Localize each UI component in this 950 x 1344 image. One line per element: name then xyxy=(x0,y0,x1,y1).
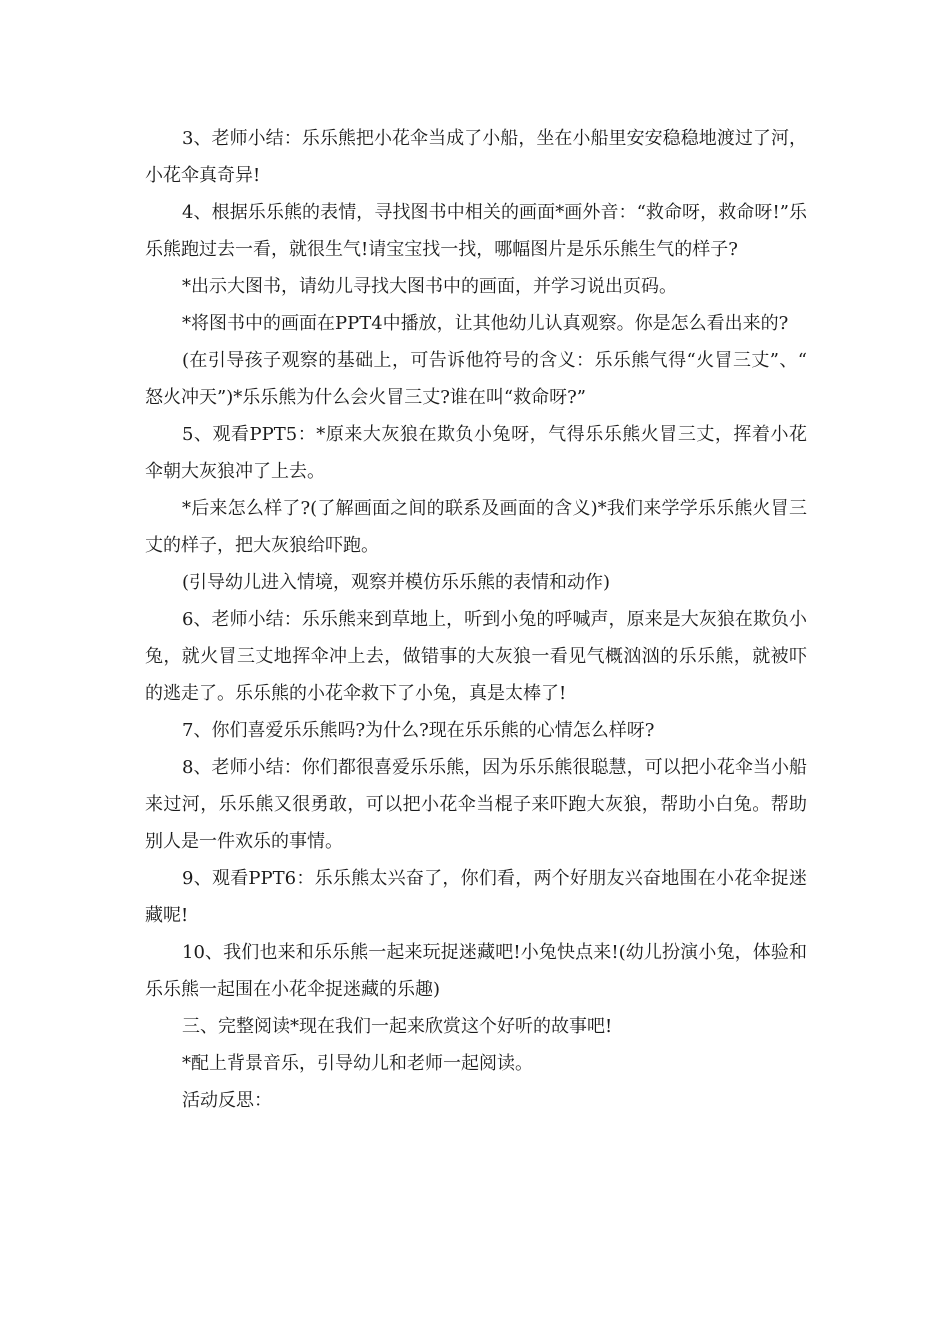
paragraph-6: 5、观看PPT5：*原来大灰狼在欺负小兔呀，气得乐乐熊火冒三丈，挥着小花伞朝大灰狼冲了上去。 xyxy=(145,424,807,482)
paragraph-7: *后来怎么样了?(了解画面之间的联系及画面的含义)*我们来学学乐乐熊火冒三丈的样子，把大灰狼给吓跑。 xyxy=(145,498,807,556)
paragraph-15: *配上背景音乐，引导幼儿和老师一起阅读。 xyxy=(182,1053,533,1074)
paragraph-8: (引导幼儿进入情境，观察并模仿乐乐熊的表情和动作) xyxy=(182,572,611,593)
paragraph-13: 10、我们也来和乐乐熊一起来玩捉迷藏吧!小兔快点来!(幼儿扮演小兔，体验和乐乐熊一起围在小花伞捉迷藏的乐趣) xyxy=(145,942,807,1000)
paragraph-3: *出示大图书，请幼儿寻找大图书中的画面，并学习说出页码。 xyxy=(182,276,677,297)
paragraph-5: (在引导孩子观察的基础上，可告诉他符号的含义：乐乐熊气得“火冒三丈”、“怒火冲天”)*乐乐熊为什么会火冒三丈?谁在叫“救命呀?” xyxy=(145,350,807,408)
paragraph-1: 3、老师小结：乐乐熊把小花伞当成了小船，坐在小船里安安稳稳地渡过了河，小花伞真奇异! xyxy=(145,128,807,186)
paragraph-9: 6、老师小结：乐乐熊来到草地上，听到小兔的呼喊声，原来是大灰狼在欺负小兔，就火冒三丈地挥伞冲上去，做错事的大灰狼一看见气概汹汹的乐乐熊，就被吓的逃走了。乐乐熊的小花伞救下了小兔，真是太棒了! xyxy=(145,609,807,704)
paragraph-11: 8、老师小结：你们都很喜爱乐乐熊，因为乐乐熊很聪慧，可以把小花伞当小船来过河，乐乐熊又很勇敢，可以把小花伞当棍子来吓跑大灰狼，帮助小白兔。帮助别人是一件欢乐的事情。 xyxy=(145,757,807,852)
paragraph-4: *将图书中的画面在PPT4中播放，让其他幼儿认真观察。你是怎么看出来的? xyxy=(182,313,789,334)
paragraph-2: 4、根据乐乐熊的表情，寻找图书中相关的画面*画外音：“救命呀，救命呀!”乐乐熊跑过去一看，就很生气!请宝宝找一找，哪幅图片是乐乐熊生气的样子? xyxy=(145,202,807,260)
paragraph-12: 9、观看PPT6：乐乐熊太兴奋了，你们看，两个好朋友兴奋地围在小花伞捉迷藏呢! xyxy=(145,868,807,926)
paragraph-14: 三、完整阅读*现在我们一起来欣赏这个好听的故事吧! xyxy=(182,1016,613,1037)
paragraph-10: 7、你们喜爱乐乐熊吗?为什么?现在乐乐熊的心情怎么样呀? xyxy=(182,720,655,741)
paragraph-16: 活动反思： xyxy=(182,1090,272,1111)
document-body xyxy=(145,120,807,1119)
